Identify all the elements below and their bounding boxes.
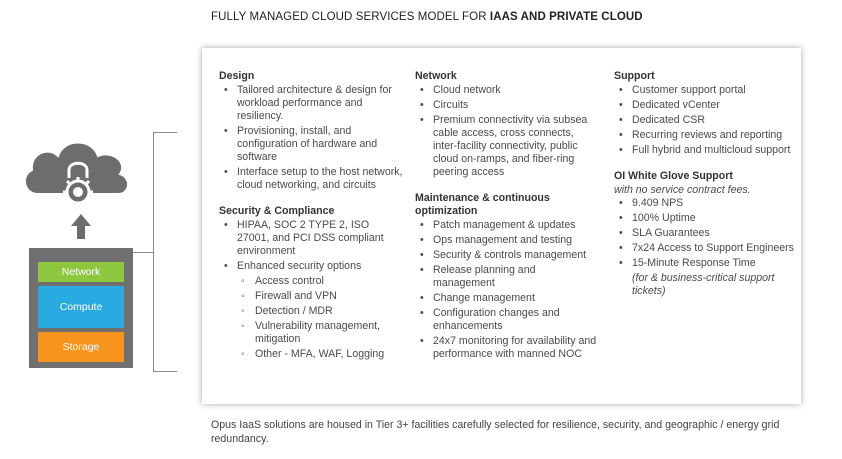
list-item: • Ops management and testing [415, 234, 600, 247]
maintenance-heading: Maintenance & continuous optimization [415, 192, 550, 217]
white-glove-subtitle: with no service contract fees. [614, 184, 751, 196]
list-item: • Patch management & updates [415, 219, 600, 232]
list-item: • Recurring reviews and reporting [614, 129, 794, 142]
support-section [614, 70, 794, 157]
title-prefix: FULLY MANAGED CLOUD SERVICES MODEL FOR [211, 11, 490, 23]
list-item: • 7x24 Access to Support Engineers [614, 242, 794, 255]
list-item: • SLA Guarantees [614, 227, 794, 240]
list-item: • HIPAA, SOC 2 TYPE 2, ISO 27001, and PCI DSS compliant environment [219, 219, 404, 258]
sub-list-item: ◦ Firewall and VPN [219, 290, 404, 303]
security-heading: Security & Compliance [219, 205, 335, 217]
page-title [211, 11, 643, 23]
column-2 [415, 70, 600, 374]
design-section [219, 70, 404, 192]
sub-list-item: ◦ Access control [219, 275, 404, 288]
support-heading: Support [614, 70, 655, 82]
security-list [219, 219, 404, 273]
footer-note: Opus IaaS solutions are housed in Tier 3+ facilities carefully selected for resilience, security, and geographic / energy grid redundancy. [211, 419, 780, 445]
network-section [415, 70, 600, 179]
bracket-connector [133, 252, 153, 253]
security-section [219, 205, 404, 361]
list-item: • Dedicated CSR [614, 114, 794, 127]
white-glove-list [614, 197, 794, 270]
gear-icon [63, 177, 93, 207]
list-item: • Release planning and management [415, 264, 600, 290]
list-item: • Customer support portal [614, 84, 794, 97]
storage-layer: Storage [38, 332, 124, 362]
white-glove-heading: OI White Glove Support [614, 170, 733, 182]
list-item: • Enhanced security options [219, 260, 404, 273]
list-item: • Tailored architecture & design for workload performance and resiliency. [219, 84, 404, 123]
sub-list-item: ◦ Vulnerability management, mitigation [219, 320, 404, 346]
bracket [153, 132, 177, 372]
title-bold: IAAS AND PRIVATE CLOUD [489, 11, 643, 23]
list-item: • Interface setup to the host network, cloud networking, and circuits [219, 166, 404, 192]
list-item: • Dedicated vCenter [614, 99, 794, 112]
white-glove-section [614, 170, 794, 298]
list-item: • Circuits [415, 99, 600, 112]
network-layer: Network [38, 262, 124, 282]
column-1 [219, 70, 404, 374]
list-item: • Change management [415, 292, 600, 305]
list-item: • 9.409 NPS [614, 197, 794, 210]
support-list [614, 84, 794, 157]
maintenance-list [415, 219, 600, 361]
compute-layer: Compute [38, 286, 124, 328]
sub-list-item: ◦ Detection / MDR [219, 305, 404, 318]
design-list [219, 84, 404, 192]
list-item: • Configuration changes and enhancements [415, 307, 600, 333]
list-item: • 100% Uptime [614, 212, 794, 225]
list-item: • Full hybrid and multicloud support [614, 144, 794, 157]
network-list [415, 84, 600, 179]
design-heading: Design [219, 70, 255, 82]
list-item: • 15-Minute Response Time [614, 257, 794, 270]
list-item: • Cloud network [415, 84, 600, 97]
sub-list-item: ◦ Other - MFA, WAF, Logging [219, 348, 404, 361]
infrastructure-stack [29, 248, 133, 368]
security-sub-list [219, 275, 404, 361]
list-item: • Provisioning, install, and configuration of hardware and software [219, 125, 404, 164]
list-item: • Security & controls management [415, 249, 600, 262]
list-item: • Premium connectivity via subsea cable access, cross connects, inter-facility connectivity, public cloud on-ramps, and fiber-ring peering access [415, 114, 600, 179]
up-arrow-icon [71, 214, 91, 239]
column-3 [614, 70, 794, 311]
list-item: • 24x7 monitoring for availability and performance with manned NOC [415, 335, 600, 361]
white-glove-note: (for & business-critical support tickets) [632, 272, 775, 297]
network-heading: Network [415, 70, 457, 82]
maintenance-section [415, 192, 600, 361]
